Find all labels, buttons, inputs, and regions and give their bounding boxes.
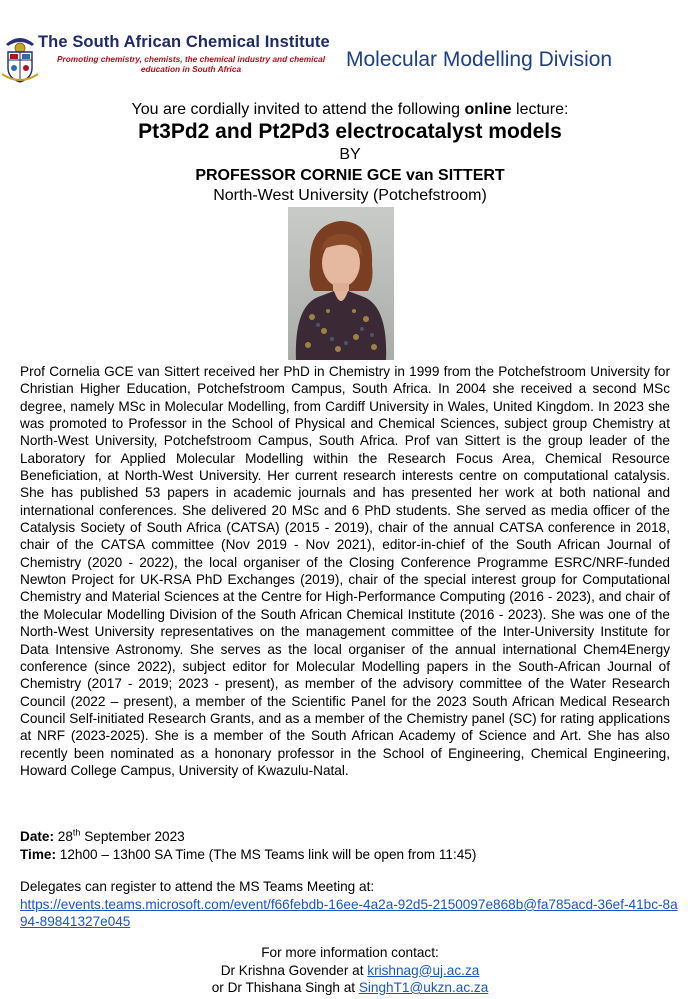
speaker-name: PROFESSOR CORNIE GCE van SITTERT — [195, 167, 505, 184]
date-colon: : — [49, 829, 54, 844]
date-rest: September 2023 — [80, 829, 185, 844]
lecture-title: Pt3Pd2 and Pt2Pd3 electrocatalyst models — [138, 120, 562, 143]
registration-link[interactable]: https://events.teams.microsoft.com/event/f66febdb-16ee-4a2a-92d5-2150097e868b@fa785acd-36ef-41bc-8a94-89841327e045 — [20, 897, 678, 929]
contact-person-1-text: Dr Krishna Govender at — [220, 962, 368, 978]
contact-person-2 — [0, 979, 700, 997]
contact-heading: For more information contact: — [261, 945, 439, 960]
invitation-line — [0, 101, 700, 119]
date-day-suffix: th — [72, 827, 81, 838]
contact-person-1 — [0, 962, 700, 980]
invite-suffix: lecture: — [511, 101, 569, 118]
contact-email-2-link[interactable]: SinghT1@ukzn.ac.za — [358, 980, 489, 995]
institute-crest-icon — [2, 34, 38, 84]
time-label: Time: — [20, 847, 57, 862]
speaker-affiliation: North-West University (Potchefstroom) — [213, 187, 487, 204]
institute-name: The South African Chemical Institute — [38, 33, 330, 51]
speaker-biography: Prof Cornelia GCE van Sittert received her PhD in Chemistry in 1999 from the Potchefstroom University for Christian Higher Education, Potchefstroom Campus, South Africa. In 2004 she received a second MSc degree, namely MSc in Molecular Modelling, from Cardiff University in Wales, United Kingdom. In 2023 she was promoted to Professor in the School of Physical and Chemical Sciences, subject group Chemistry at North-West University, Potchefstroom Campus, South Africa. Prof van Sittert is the group leader of the Laboratory for Applied Molecular Modelling within the Research Focus Area, Chemical Resource Beneficiation, at North-West University. Her current research interests centre on computational catalysis. She has published 53 papers in academic journals and has presented her work at both national and international conferences. She delivered 20 MSc and 6 PhD students. She served as media officer of the Catalysis Society of South Africa (CATSA) (2015 - 2019), chair of the annual CATSA conference in 2018, chair of the CATSA committee (Nov 2019 - Nov 2021), editor-in-chief of the South African Journal of Chemistry (2020 - 2022), the local organiser of the Closing Conference Programme ESRC/NRF-funded Newton Project for UK-RSA PhD Exchanges (2019), chair of the special interest group for Computational Chemistry and Material Sciences at the Centre for High-Performance Computing (2016 - 2023), and chair of the Molecular Modelling Division of the South African Chemical Institute (2016 - 2023). She was one of the North-West University representatives on the management committee of the Inter-University Institute for Data Intensive Astronomy. She serves as the local organiser of the annual international Chem4Energy conference (since 2022), subject editor for Molecular Modelling papers in the South-African Journal of Chemistry (2017 - 2019; 2023 - present), as member of the advisory committee of the Water Research Council (2022 – present), a member of the Scientific Panel for the 2023 South African Medical Research Council Self-initiated Research Grants, and as a member of the Chemistry panel (SC) for rating applications at NRF (2023-2025). She is a member of the South African Academy of Science and Art. She has also recently been nominated as a hononary professor in the School of Engineering, Chemical Engineering, Howard College Campus, University of Kwazulu-Natal. — [20, 364, 670, 778]
speaker-photo — [288, 207, 394, 360]
lecture-time — [20, 847, 476, 862]
date-label: Date — [20, 829, 50, 844]
header — [0, 0, 700, 90]
date-day: 28 — [57, 829, 73, 844]
lecture-date — [20, 829, 185, 844]
contact-email-1-link[interactable]: krishnag@uj.ac.za — [367, 962, 480, 978]
invite-prefix: You are cordially invited to attend the following — [131, 101, 465, 118]
institute-tagline: Promoting chemistry, chemists, the chemical industry and chemical education in South Africa — [56, 54, 326, 74]
invite-emphasis: online — [464, 101, 512, 118]
by-label: BY — [339, 146, 361, 163]
time-value: 12h00 – 13h00 SA Time (The MS Teams link will be open from 11:45) — [56, 847, 477, 862]
registration-text: Delegates can register to attend the MS Teams Meeting at: — [20, 879, 375, 894]
contact-block — [0, 944, 700, 997]
division-name: Molecular Modelling Division — [346, 48, 613, 71]
contact-person-2-text: or Dr Thishana Singh at — [211, 980, 359, 995]
